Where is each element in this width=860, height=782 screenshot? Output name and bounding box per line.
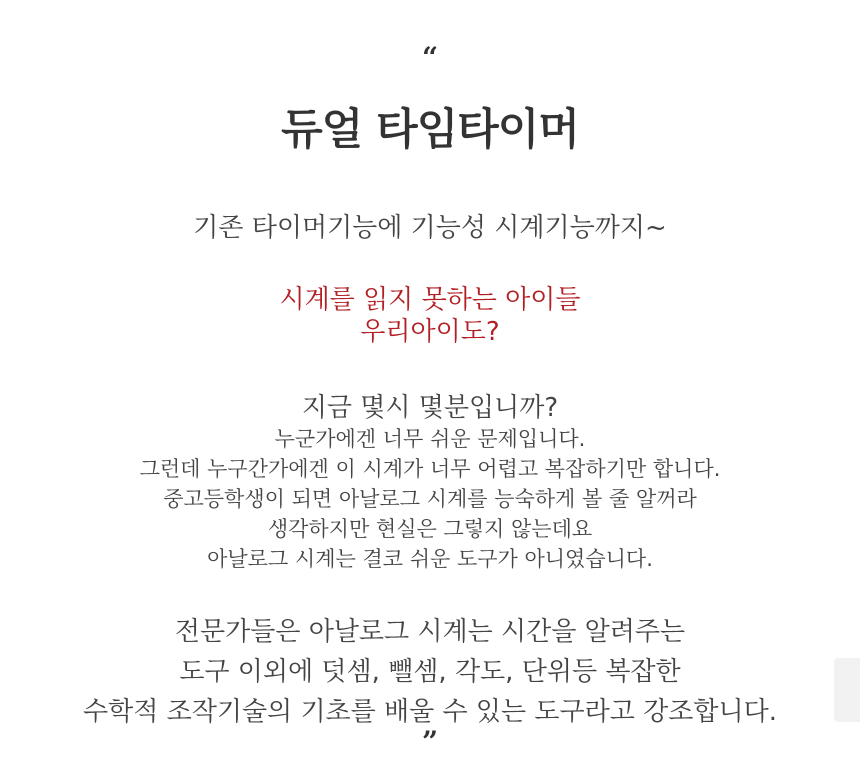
page-title: 듀얼 타임타이머 xyxy=(281,105,579,155)
body-line: 생각하지만 현실은 그렇지 않는데요 xyxy=(267,517,593,541)
body-line: 그런데 누구간가에겐 이 시계가 너무 어렵고 복잡하기만 합니다. xyxy=(139,457,721,481)
highlight-line: 시계를 읽지 못하는 아이들 xyxy=(279,285,581,315)
question-heading xyxy=(0,390,860,426)
expert-paragraph xyxy=(0,612,860,732)
body-line: 아날로그 시계는 결코 쉬운 도구가 아니였습니다. xyxy=(207,547,653,571)
intro-text xyxy=(0,210,860,246)
question-line: 지금 몇시 몇분입니까? xyxy=(301,393,559,423)
open-quote-mark: “ xyxy=(421,41,439,74)
expert-line: 도구 이외에 덧셈, 뺄셈, 각도, 단위등 복잡한 xyxy=(179,657,681,687)
body-line: 누군가에겐 너무 쉬운 문제입니다. xyxy=(274,427,586,451)
highlight-text xyxy=(0,284,860,348)
expert-line: 전문가들은 아날로그 시계는 시간을 알려주는 xyxy=(174,617,686,647)
highlight-line: 우리아이도? xyxy=(360,317,500,347)
intro-line: 기존 타이머기능에 기능성 시계기능까지~ xyxy=(193,213,667,243)
expert-line: 수학적 조작기술의 기초를 배울 수 있는 도구라고 강조합니다. xyxy=(82,697,778,727)
close-quote-mark: ” xyxy=(421,725,439,758)
side-scroll-tab[interactable] xyxy=(834,658,860,722)
body-paragraph xyxy=(0,424,860,574)
body-line: 중고등학생이 되면 아날로그 시계를 능숙하게 볼 줄 알꺼라 xyxy=(163,487,697,511)
